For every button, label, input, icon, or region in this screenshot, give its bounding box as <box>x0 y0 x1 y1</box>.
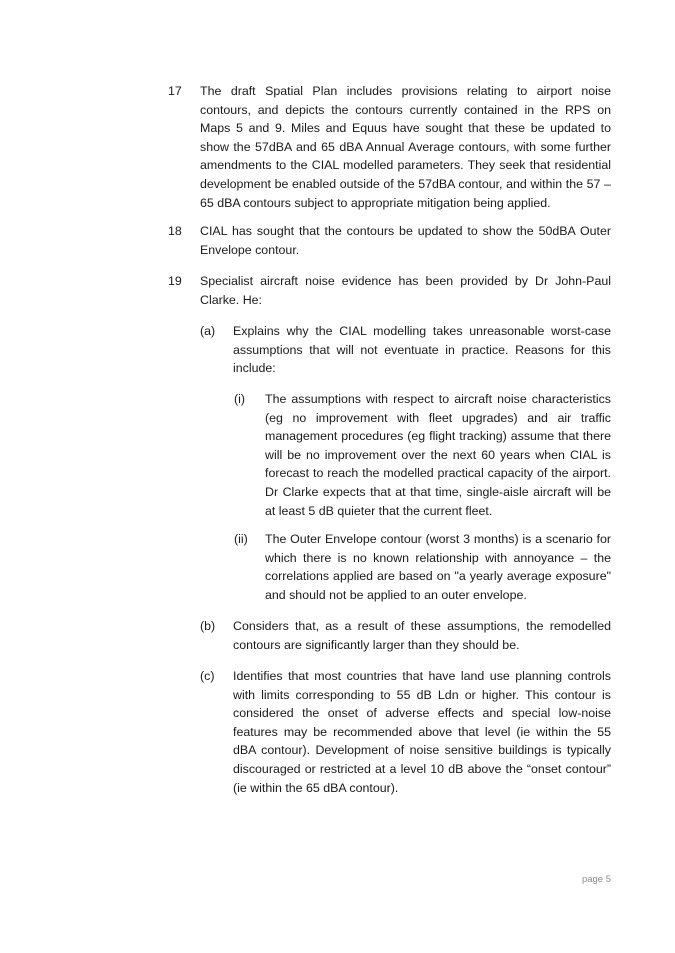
sub-item-label: (b) <box>200 619 216 633</box>
paragraph-number: 17 <box>168 84 182 98</box>
paragraph-text: Specialist aircraft noise evidence has been provided by Dr John-Paul Clarke. He: <box>200 274 611 307</box>
paragraph-number: 18 <box>168 224 182 238</box>
sub-item-text: Identifies that most countries that have land use planning controls with limits corresponding to 55 dB Ldn or higher. This contour is considered the onset of adverse effects and special low-noise features may be recommended above that level (ie within the 55 dBA contour). Development of noise sensitive buildings is typically discouraged or restricted at a level 10 dB above the “onset contour” (ie within the 65 dBA contour). <box>233 669 611 795</box>
sub-sub-item-text: The Outer Envelope contour (worst 3 months) is a scenario for which there is no known relationship with annoyance – the correlations applied are based on "a yearly average exposure" and should not be applied to an outer envelope. <box>265 532 611 602</box>
sub-item-label: (a) <box>200 324 216 338</box>
paragraph-text: CIAL has sought that the contours be updated to show the 50dBA Outer Envelope contour. <box>200 224 611 257</box>
sub-sub-item-label: (ii) <box>234 532 248 546</box>
sub-sub-item-label: (i) <box>234 392 246 406</box>
page-number: page 5 <box>581 874 611 885</box>
sub-sub-item-text: The assumptions with respect to aircraft noise characteristics (eg no improvement with fleet upgrades) and air traffic management procedures (eg flight tracking) assume that there will be no improvement over the next 60 years when CIAL is forecast to reach the modelled practical capacity of the airport. Dr Clarke expects that at that time, single-aisle aircraft will be at least 5 dB quieter that the current fleet. <box>265 392 611 518</box>
sub-item-text: Considers that, as a result of these assumptions, the remodelled contours are significantly larger than they should be. <box>233 619 611 652</box>
sub-item-text: Explains why the CIAL modelling takes unreasonable worst-case assumptions that will not eventuate in practice. Reasons for this include: <box>233 324 611 376</box>
sub-item-label: (c) <box>200 669 215 683</box>
paragraph-text: The draft Spatial Plan includes provisions relating to airport noise contours, and depicts the contours currently contained in the RPS on Maps 5 and 9. Miles and Equus have sought that these be updated to show the 57dBA and 65 dBA Annual Average contours, with some further amendments to the CIAL modelled parameters. They seek that residential development be enabled outside of the 57dBA contour, and within the 57 – 65 dBA contours subject to appropriate mitigation being applied. <box>200 84 611 210</box>
paragraph-number: 19 <box>168 274 182 288</box>
